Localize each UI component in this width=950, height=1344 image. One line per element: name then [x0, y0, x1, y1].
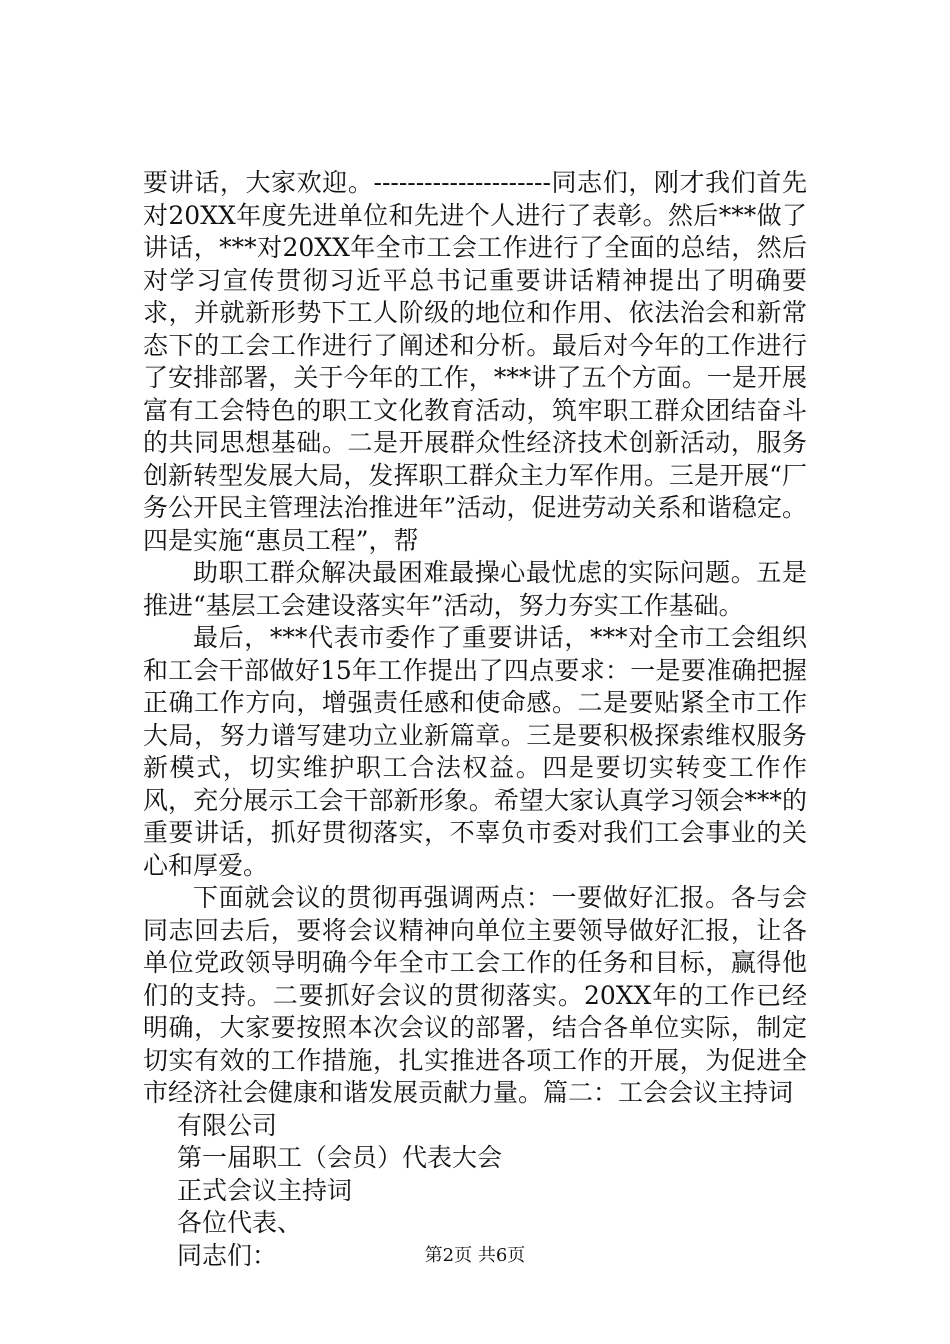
document-body [143, 167, 807, 1272]
line-comrades: 同志们： [177, 1240, 278, 1270]
paragraph-emphasis: 下面就会议的贯彻再强调两点：一要做好汇报。各与会同志回去后，要将会议精神向单位主要领导做好汇报，让各单位党政领导明确今年全市工会工作的任务和目标，赢得他们的支持。二要抓好会议的贯彻落实。20XX年的工作已经明确，大家要按照本次会议的部署，结合各单位实际，制定切实有效的工作措施，扎实推进各项工作的开展，为促进全市经济社会健康和谐发展贡献力量。篇二：工会会议主持词 [143, 883, 807, 1107]
line-representatives: 各位代表、 [177, 1208, 303, 1237]
line-host-script: 正式会议主持词 [177, 1175, 353, 1205]
line-company: 有限公司 [177, 1110, 278, 1140]
page-number-footer: 第2页 共6页 [424, 1245, 526, 1266]
paragraph-opening: 要讲话，大家欢迎。---------------------同志们，刚才我们首先对20XX年度先进单位和先进个人进行了表彰。然后***做了讲话，***对20XX年全市工会工作进行了全面的总结，然后对学习宣传贯彻习近平总书记重要讲话精神提出了明确要求，并就新形势下工人阶级的地位和作用、依法治会和新常态下的工会工作进行了阐述和分析。最后对今年的工作进行了安排部署，关于今年的工作，***讲了五个方面。一是开展富有工会特色的职工文化教育活动，筑牢职工群众团结奋斗的共同思想基础。二是开展群众性经济技术创新活动，服务创新转型发展大局，发挥职工群众主力军作用。三是开展“厂务公开民主管理法治推进年”活动，促进劳动关系和谐稳定。四是实施“惠员工程”，帮 [143, 168, 807, 555]
line-congress: 第一届职工（会员）代表大会 [177, 1143, 503, 1172]
paragraph-requirements: 最后，***代表市委作了重要讲话，***对全市工会组织和工会干部做好15年工作提出了四点要求：一是要准确把握正确工作方向，增强责任感和使命感。二是要贴紧全市工作大局，努力谱写建功立业新篇章。三是要积极探索维权服务新模式，切实维护职工合法权益。四是要切实转变工作作风，充分展示工会干部新形象。希望大家认真学习领会***的重要讲话，抓好贯彻落实，不辜负市委对我们工会事业的关心和厚爱。 [143, 623, 807, 880]
paragraph-continuation: 助职工群众解决最困难最操心最忧虑的实际问题。五是推进“基层工会建设落实年”活动，努力夯实工作基础。 [143, 558, 807, 620]
